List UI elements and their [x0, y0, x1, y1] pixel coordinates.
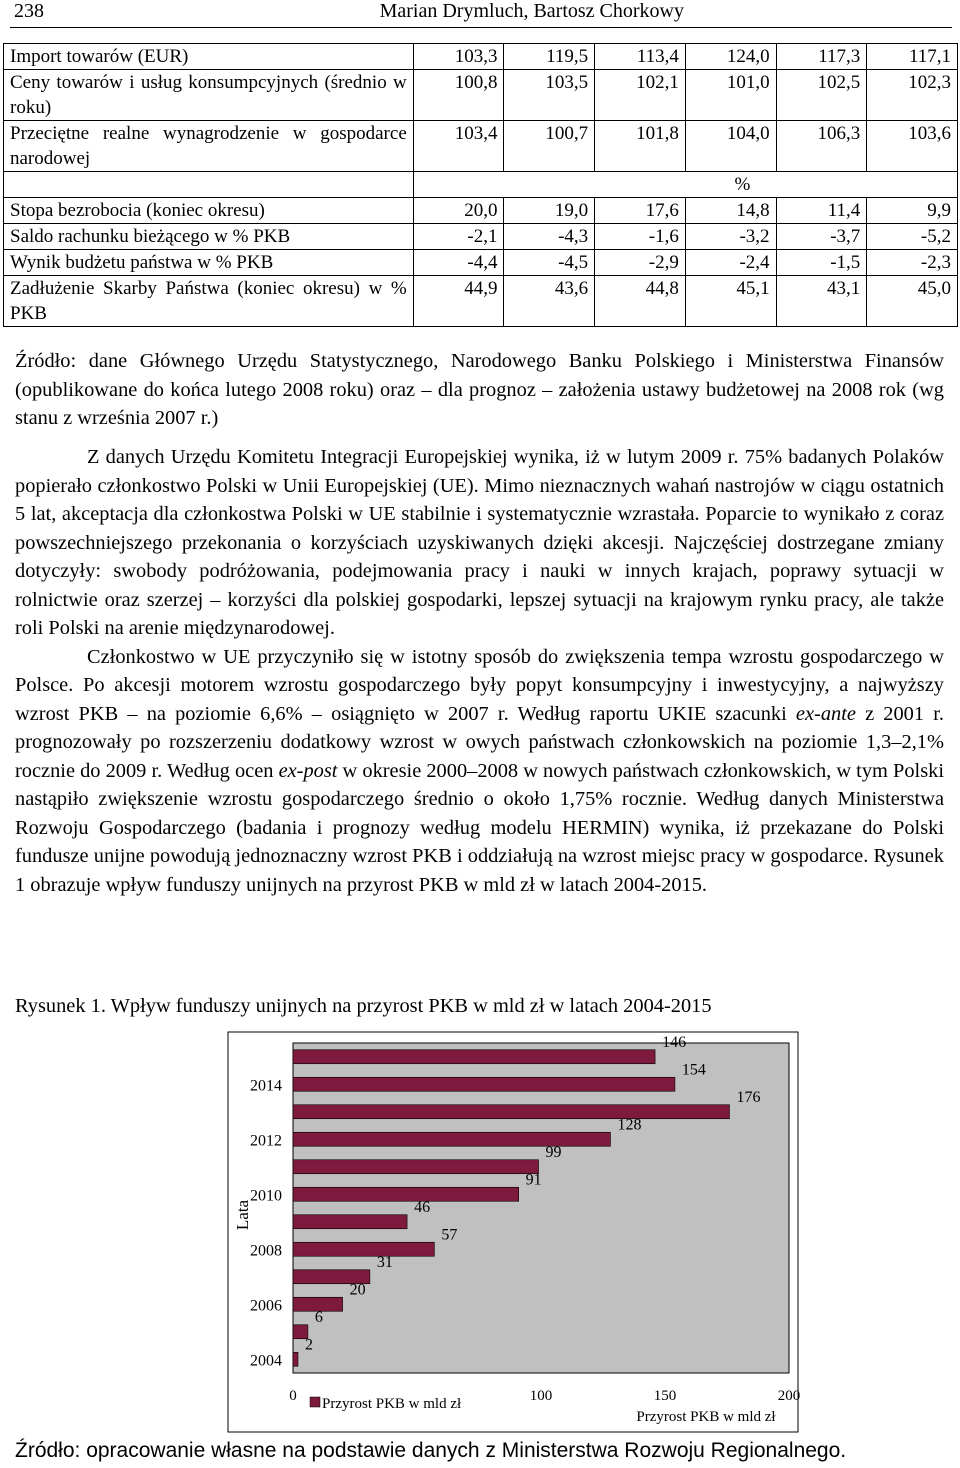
table-cell: -4,3	[504, 224, 595, 250]
table-cell: 100,8	[413, 70, 504, 121]
legend-swatch	[310, 1397, 320, 1407]
table-cell: 104,0	[685, 121, 776, 172]
table-cell: -2,9	[595, 250, 686, 276]
bar-2011	[293, 1160, 539, 1174]
bar-value-label: 128	[617, 1116, 642, 1134]
bar-2010	[293, 1187, 519, 1201]
paragraph-text: Członkostwo w UE przyczyniło się w istotny sposób do zwiększenia tempa wzrostu gospodarczego w Polsce. Po akcesji motorem wzrostu gospodarczego były popyt konsumpcyjny i inwestycyjny, a najwyższy wzrost PKB – na poziomie 6,6% – osiągnięto w 2007 r. Według raportu UKIE szacunki	[15, 645, 944, 725]
table-row-label: Import towarów (EUR)	[4, 44, 414, 70]
table-cell: 106,3	[776, 121, 867, 172]
table-row-label: Ceny towarów i usług konsumpcyjnych (średnio w roku)	[4, 70, 414, 121]
table-cell: 17,6	[595, 198, 686, 224]
bar-value-label: 6	[314, 1308, 323, 1326]
table-unit-cell: %	[413, 172, 957, 198]
table-cell: 124,0	[685, 44, 776, 70]
table-cell: 103,4	[413, 121, 504, 172]
x-tick-label: 100	[529, 1388, 553, 1404]
figure-caption: Rysunek 1. Wpływ funduszy unijnych na przyrost PKB w mld zł w latach 2004-2015	[15, 995, 712, 1017]
bar-2014	[293, 1077, 675, 1091]
table-cell: 103,5	[504, 70, 595, 121]
table-cell: 119,5	[504, 44, 595, 70]
paragraph-italic-term: ex-post	[278, 759, 338, 782]
bar-2015	[293, 1050, 655, 1064]
table-cell: 102,1	[595, 70, 686, 121]
bar-value-label: 20	[349, 1281, 366, 1299]
bar-2009	[293, 1215, 407, 1229]
x-tick-label: 0	[289, 1388, 297, 1404]
bar-value-label: 146	[662, 1033, 687, 1051]
table-cell: -3,2	[685, 224, 776, 250]
table-row-label: Stopa bezrobocia (koniec okresu)	[4, 198, 414, 224]
table-cell: 102,5	[776, 70, 867, 121]
table-source-note: Źródło: dane Głównego Urzędu Statystycznego, Narodowego Banku Polskiego i Ministerstwa Finansów (opublikowane do końca lutego 2008 roku) oraz – dla prognoz – założenia ustawy budżetowej na 2008 rok (wg stanu z września 2007 r.)	[15, 350, 944, 429]
paragraph-italic-term: ex-ante	[795, 702, 856, 725]
table-cell: 11,4	[776, 198, 867, 224]
running-head-authors: Marian Drymluch, Bartosz Chorkowy	[379, 0, 684, 22]
table-cell: -4,5	[504, 250, 595, 276]
bar-value-label: 99	[545, 1143, 562, 1161]
table-cell: 117,1	[867, 44, 958, 70]
bar-value-label: 154	[681, 1061, 706, 1079]
table-cell: 45,1	[685, 276, 776, 327]
table-cell: -1,6	[595, 224, 686, 250]
table-cell: 9,9	[867, 198, 958, 224]
table-cell: 14,8	[685, 198, 776, 224]
table-cell: -1,5	[776, 250, 867, 276]
table-row-label: Przeciętne realne wynagrodzenie w gospodarce narodowej	[4, 121, 414, 172]
bar-2013	[293, 1105, 729, 1119]
x-tick-label: 200	[777, 1388, 801, 1404]
paragraph-text: w okresie 2000–2008 w nowych państwach członkowskich, w tym Polski nastąpiło zwiększenie wzrostu gospodarczego średnio o około 1,75% rocznie. Według danych Ministerstwa Rozwoju Gospodarczego (badania i prognozy według modelu HERMIN) wynika, iż przekazane do Polski fundusze unijne powodują jednoznaczny wzrost PKB i oddziałują na wzrost miejsc pracy w gospodarce. Rysunek 1 obrazuje wpływ funduszy unijnych na przyrost PKB w mld zł w latach 2004-2015.	[15, 759, 944, 896]
y-tick-label: 2014	[250, 1077, 282, 1095]
bar-2008	[293, 1242, 434, 1256]
table-cell: 43,1	[776, 276, 867, 327]
table-cell: 102,3	[867, 70, 958, 121]
y-tick-label: 2012	[250, 1132, 282, 1150]
table-cell: -2,4	[685, 250, 776, 276]
y-tick-label: 2004	[250, 1352, 282, 1370]
legend-label: Przyrost PKB w mld zł	[322, 1396, 462, 1412]
table-cell: 43,6	[504, 276, 595, 327]
table-cell: 19,0	[504, 198, 595, 224]
y-tick-label: 2010	[250, 1187, 282, 1205]
table-cell: 44,9	[413, 276, 504, 327]
bar-value-label: 176	[736, 1088, 761, 1106]
bar-value-label: 91	[525, 1171, 542, 1189]
paragraph-eu-support: Z danych Urzędu Komitetu Integracji Europejskiej wynika, iż w lutym 2009 r. 75% badanych Polaków popierało członkostwo Polski w Unii Europejskiej (UE). Mimo nieznacznych wahań nastrojów w ciągu ostatnich 5 lat, akceptacja dla członkostwa Polski w UE stabilnie i systematycznie wzrastała. Poparcie to wynikało z coraz powszechniejszego przekonania o korzyściach uzyskiwanych dzięki akcesji. Najczęściej dostrzegane zmiany dotyczyły: swobody podróżowania, podejmowania pracy i nauki w innych krajach, poprawy sytuacji w rolnictwie oraz szerzej – korzyści dla polskiej gospodarki, lepszej sytuacji na krajowym rynku pracy, ale także roli Polski na arenie międzynarodowej.	[15, 446, 944, 639]
table-cell: 113,4	[595, 44, 686, 70]
table-cell: 45,0	[867, 276, 958, 327]
y-tick-label: 2008	[250, 1242, 282, 1260]
bar-value-label: 2	[304, 1336, 313, 1354]
bar-value-label: 46	[414, 1198, 431, 1216]
table-cell: -2,3	[867, 250, 958, 276]
table-cell: 20,0	[413, 198, 504, 224]
figure-source-note: Źródło: opracowanie własne na podstawie danych z Ministerstwa Rozwoju Regionalnego.	[15, 1439, 847, 1462]
table-cell: -5,2	[867, 224, 958, 250]
x-tick-label: 150	[653, 1388, 677, 1404]
table-row-label: Zadłużenie Skarby Państwa (koniec okresu) w % PKB	[4, 276, 414, 327]
table-cell: 103,3	[413, 44, 504, 70]
table-cell: 117,3	[776, 44, 867, 70]
table-cell: 101,8	[595, 121, 686, 172]
table-cell: 101,0	[685, 70, 776, 121]
table-cell: -4,4	[413, 250, 504, 276]
bar-value-label: 31	[376, 1253, 393, 1271]
paragraph-text: z 2001 r. prognozowały po rozszerzeniu dodatkowy wzrost w owych państwach członkowskich na poziomie 1,3–2,1% rocznie do 2009 r. Według ocen	[15, 702, 944, 782]
plot-area	[293, 1043, 789, 1373]
table-cell: 44,8	[595, 276, 686, 327]
table-row-label: Wynik budżetu państwa w % PKB	[4, 250, 414, 276]
table-cell: -3,7	[776, 224, 867, 250]
bar-2012	[293, 1132, 610, 1146]
table-cell: 100,7	[504, 121, 595, 172]
bar-2004	[293, 1352, 298, 1366]
table-cell: -2,1	[413, 224, 504, 250]
x-axis-label: Przyrost PKB w mld zł	[636, 1409, 776, 1425]
table-cell: 103,6	[867, 121, 958, 172]
page-number: 238	[14, 0, 44, 22]
table-row-label: Saldo rachunku bieżącego w % PKB	[4, 224, 414, 250]
y-tick-label: 2006	[250, 1297, 282, 1315]
bar-value-label: 57	[441, 1226, 458, 1244]
y-axis-label: Lata	[233, 1199, 252, 1231]
